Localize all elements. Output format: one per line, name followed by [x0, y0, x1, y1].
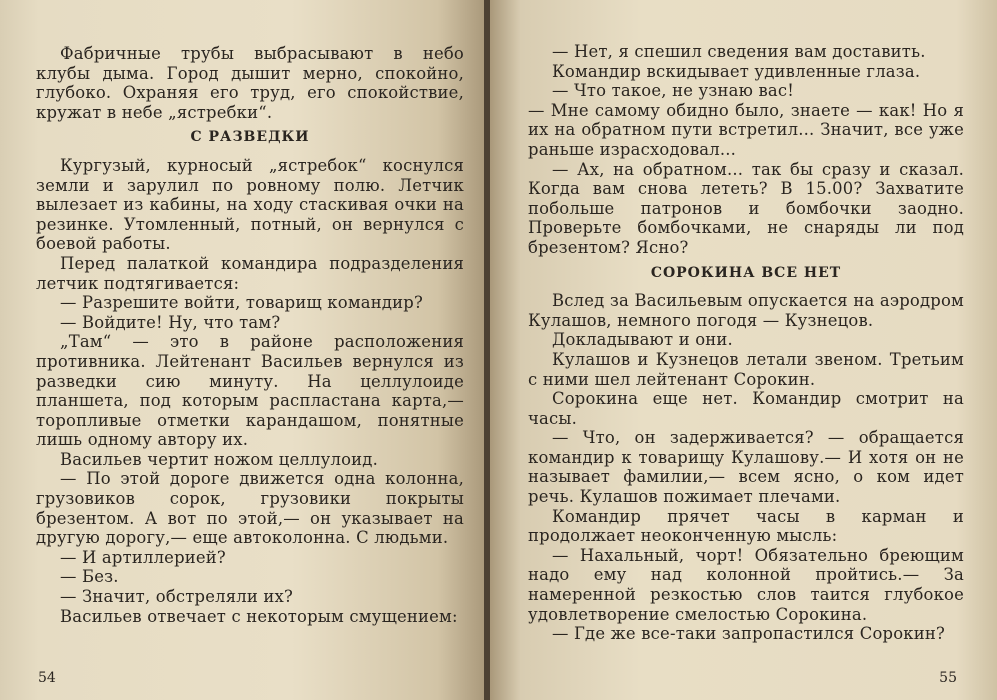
page-number: 54 — [38, 670, 56, 686]
page-number: 55 — [939, 670, 957, 686]
paragraph: Командир вскидывает удивленные глаза. — [552, 61, 921, 81]
paragraph: „Там“ — это в районе расположения противника. Лейтенант Васильев вернулся из разведки сию минуту. На целлулоиде планшета, под которым распластана карта,— торопливые отметки карандашом, понятные лишь одному автору их. — [36, 332, 464, 450]
right-page-text — [528, 42, 964, 644]
paragraph: — По этой дороге движется одна колонна, грузовиков сорок, грузовики покрыты брезентом. А вот по этой,— он указывает на другую дорогу,— еще автоколонна. С людьми. — [36, 469, 464, 548]
paragraph: — И артиллерией? — [60, 547, 226, 567]
paragraph: — Где же все-таки запропастился Сорокин? — [552, 624, 945, 644]
paragraph: Васильев чертит ножом целлулоид. — [60, 449, 379, 469]
paragraph: Вслед за Васильевым опускается на аэродром Кулашов, немного погодя — Кузнецов. — [528, 291, 964, 330]
paragraph: — Войдите! Ну, что там? — [60, 312, 281, 332]
paragraph: Фабричные трубы выбрасывают в небо клубы дыма. Город дышит мерно, спокойно, глубоко. Охраняя его труд, его спокойствие, кружат в небе „ястребки“. — [36, 44, 464, 122]
paragraph: Командир прячет часы в карман и продолжает неоконченную мысль: — [528, 506, 964, 546]
paragraph: — Мне самому обидно было, знаете — как! Но я их на обратном пути встретил... Значит, все уже раньше израсходовал... — [528, 100, 964, 159]
paragraph: Перед палаткой командира подразделения летчик подтягивается: — [36, 253, 464, 293]
section-heading: СОРОКИНА ВСЕ НЕТ — [650, 264, 842, 281]
left-page — [0, 0, 486, 700]
paragraph: — Нахальный, чорт! Обязательно бреющим надо ему над колонной пройтись.— За намеренной резкостью слов таится глубокое удовлетворение смелостью Сорокина. — [528, 545, 964, 624]
section-heading: С РАЗВЕДКИ — [190, 129, 310, 146]
paragraph: — Нет, я спешил сведения вам доставить. — [552, 42, 926, 61]
right-page — [490, 0, 997, 700]
paragraph: — Ах, на обратном... так бы сразу и сказал. Когда вам снова лететь? В 15.00? Захватите побольше патронов и бомбочки заодно. Проверьте бомбочками, не снаряды ли под брезентом? Ясно? — [528, 159, 964, 257]
paragraph: Кургузый, курносый „ястребок“ коснулся земли и зарулил по ровному полю. Летчик вылезает из кабины, на ходу стаскивая очки на резинке. Утомленный, потный, он вернулся с боевой работы. — [36, 155, 464, 254]
paragraph: — Значит, обстреляли их? — [60, 587, 293, 607]
paragraph: — Что, он задерживается? — обращается командир к товарищу Кулашову.— И хотя он не называет фамилии,— всем ясно, о ком идет речь. Кулашов пожимает плечами. — [528, 428, 964, 507]
paragraph: Кулашов и Кузнецов летали звеном. Третьим с ними шел лейтенант Сорокин. — [528, 349, 964, 389]
paragraph: — Что такое, не узнаю вас! — [552, 81, 795, 101]
paragraph: Сорокина еще нет. Командир смотрит на часы. — [528, 389, 964, 428]
paragraph: Докладывают и они. — [552, 330, 733, 350]
paragraph: — Без. — [60, 567, 119, 587]
left-page-text — [36, 44, 464, 626]
paragraph: Васильев отвечает с некоторым смущением: — [60, 606, 458, 626]
paragraph: — Разрешите войти, товарищ командир? — [60, 293, 423, 313]
